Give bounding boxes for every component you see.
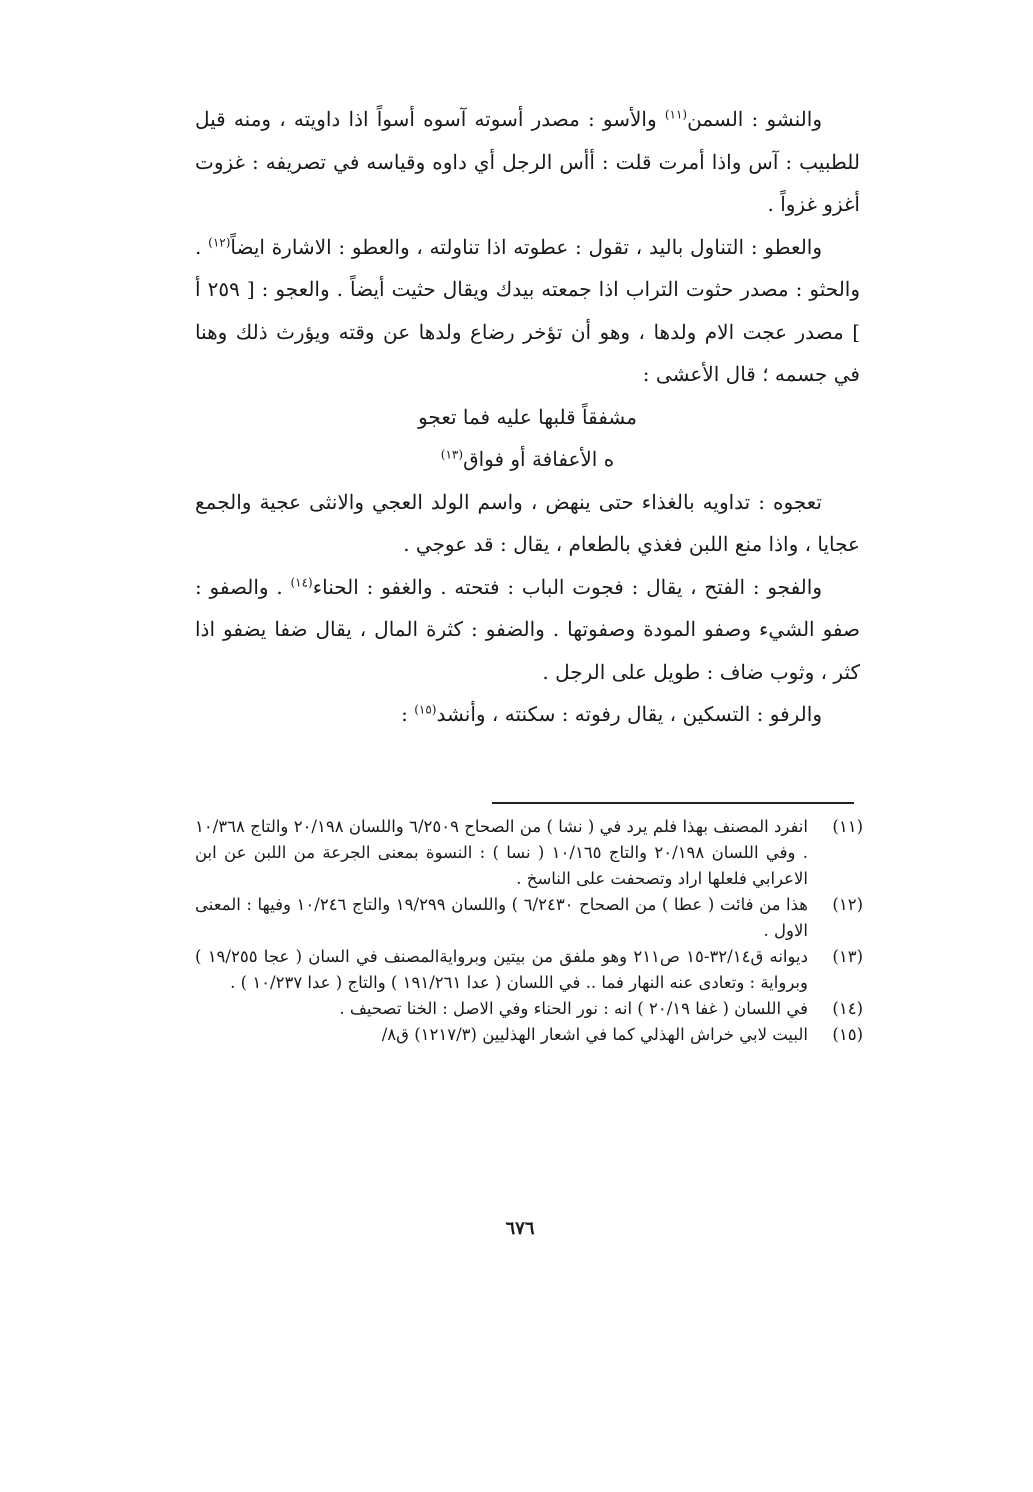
footnote-ref-12[interactable]: (١٢) xyxy=(208,234,231,249)
footnote-number: (١٣) xyxy=(832,947,863,966)
footnote-ref-15[interactable]: (١٥) xyxy=(414,702,437,717)
footnote-ref-14[interactable]: (١٤) xyxy=(290,574,313,589)
paragraph-text: والأسو : مصدر أسوته آسوه أسواً اذا داويته ، ومنه قيل للطبيب : آس واذا أمرت قلت : أأس الرجل أي داوه وقياسه في تصريفه : غزوت أغزو غزواً . xyxy=(195,107,860,216)
footnote-number: (١٢) xyxy=(832,895,863,914)
footnote-number: (١١) xyxy=(832,817,863,836)
paragraph-text: . والصفو : صفو الشيء وصفو المودة وصفوتها . والضفو : كثرة المال ، يقال ضفا يضفو اذا كثر ، وثوب ضاف : طويل على الرجل . xyxy=(195,574,860,684)
footnote-11 xyxy=(195,814,863,892)
footnote-text: البيت لابي خراش الهذلي كما في اشعار الهذليين (١٢١٧/٣) ق٨/ xyxy=(381,1025,808,1044)
paragraph-text: : xyxy=(401,702,415,726)
paragraph-rafw xyxy=(195,693,860,736)
footnote-ref-11[interactable]: (١١) xyxy=(664,107,688,122)
paragraph-fajw-safw xyxy=(195,566,860,694)
verse-line-1: مشفقاً قلبها عليه فما تعجو xyxy=(418,404,637,429)
verse-text: ه الأعفافة أو فواق xyxy=(463,447,615,471)
paragraph-atw-hathw xyxy=(195,226,860,396)
paragraph-text: والرفو : التسكين ، يقال رفوته : سكنته ، وأنشد xyxy=(436,702,822,726)
footnote-text: هذا من فائت ( عطا ) من الصحاح ٦/٢٤٣٠ ) واللسان ١٩/٢٩٩ والتاج ١٠/٢٤٦ وفيها : المعنى الاول . xyxy=(195,895,808,940)
footnote-12 xyxy=(195,892,863,944)
footnotes xyxy=(195,814,863,1048)
paragraph-text: . والحثو : مصدر حثوت التراب اذا جمعته بيدك ويقال حثيت أيضاً . والعجو : [ ٢٥٩ أ ] مصدر عجت الام ولدها ، وهو أن تؤخر رضاع ولدها عن وقته ويؤرث ذلك وهنا في جسمه ؛ قال الأعشى : xyxy=(195,234,860,386)
footnote-ref-13[interactable]: (١٣) xyxy=(440,447,464,462)
footnote-number: (١٥) xyxy=(832,1025,863,1044)
footnote-text: انفرد المصنف بهذا فلم يرد في ( نشا ) من الصحاح ٦/٢٥٠٩ واللسان ٢٠/١٩٨ والتاج ١٠/٣٦٨ . وفي اللسان ٢٠/١٩٨ والتاج ١٠/١٦٥ ( نسا ) : النسوة بمعنى الجرعة من اللبن عن ابن الاعرابي فلعلها اراد وتصحفت على الناسخ . xyxy=(195,817,808,888)
footnote-number: (١٤) xyxy=(832,999,863,1018)
paragraph-text: والفجو : الفتح ، يقال : فجوت الباب : فتحته . والغفو : الحناء xyxy=(312,574,822,599)
footnote-14 xyxy=(195,996,863,1022)
main-text xyxy=(195,98,860,736)
paragraph-text: والعطو : التناول باليد ، تقول : عطوته اذا تناولته ، والعطو : الاشارة ايضاً xyxy=(230,234,823,259)
footnote-divider xyxy=(492,802,854,804)
verse-line-2 xyxy=(195,438,860,481)
paragraph-tajuhu: تعجوه : تداويه بالغذاء حتى ينهض ، واسم الولد العجي والانثى عجية والجمع عجايا ، واذا منع اللبن فغذي بالطعام ، يقال : قد عوجي . xyxy=(195,489,860,556)
footnote-15 xyxy=(195,1022,863,1048)
paragraph-text: والنشو : السمن xyxy=(687,107,822,131)
paragraph-nashw-aswo xyxy=(195,98,860,226)
footnote-13 xyxy=(195,944,863,996)
footnote-text: ديوانه ق٣٢/١٤-١٥ ص٢١١ وهو ملفق من بيتين وبروايةالمصنف في السان ( عجا ١٩/٢٥٥ ) وبرواية : وتعادى عنه النهار فما .. في اللسان ( عدا ١٩١/٢٦١ ) والتاج ( عدا ١٠/٢٣٧ ) . xyxy=(195,947,808,992)
page-number: ٦٧٦ xyxy=(505,1218,535,1239)
footnote-text: في اللسان ( غفا ٢٠/١٩ ) انه : نور الحناء وفي الاصل : الخنا تصحيف . xyxy=(339,999,808,1018)
